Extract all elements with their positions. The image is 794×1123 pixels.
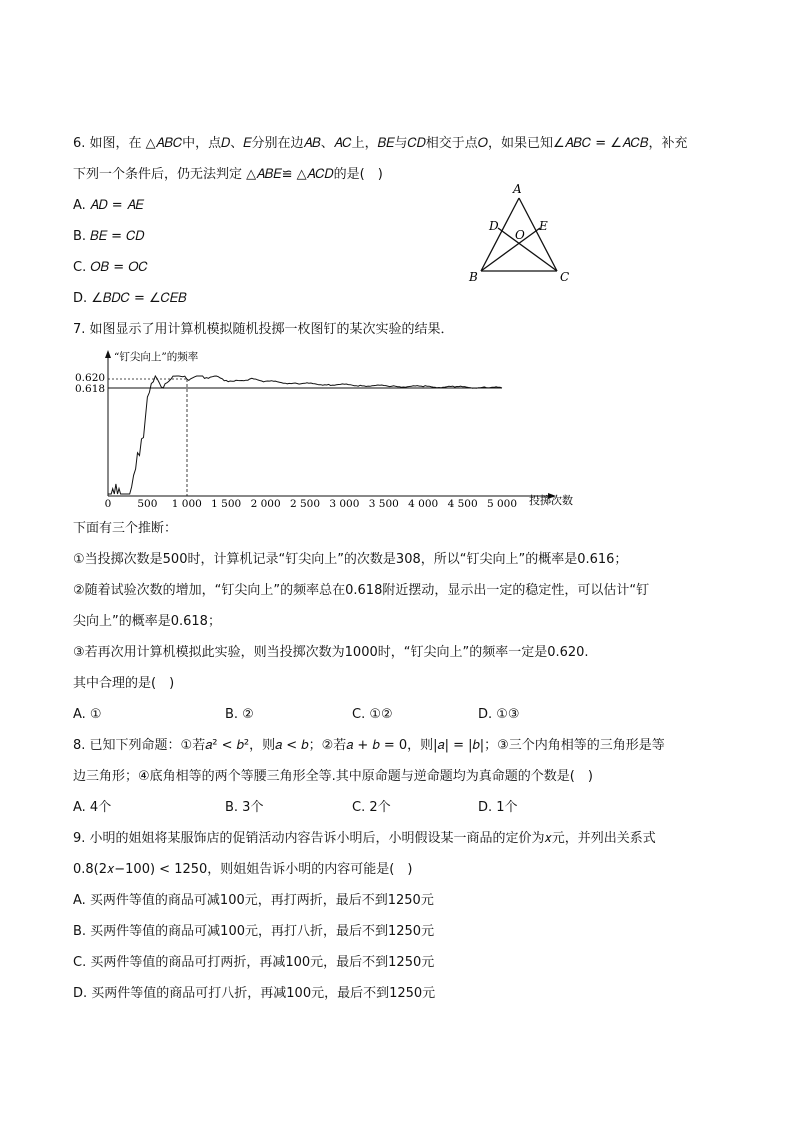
y-tick-0618: 0.618 <box>75 383 106 395</box>
q7-option-d: D. ①③ <box>478 707 520 722</box>
x-tick-label: 3 000 <box>329 498 360 510</box>
vertex-label-c: C <box>560 270 570 284</box>
vertex-label-o: O <box>515 228 525 242</box>
segment-cd <box>498 228 557 271</box>
q8-option-b: B. 3个 <box>225 800 264 815</box>
q7-stem: 7. 如图显示了用计算机模拟随机投掷一枚图钉的某次实验的结果． <box>73 322 454 337</box>
y-axis-arrow <box>105 350 111 358</box>
q7-intro: 下面有三个推断： <box>73 521 178 536</box>
q6-stem-line1: 6. 如图，在 △𝐴𝐵𝐶中，点𝐷、𝐸分别在边𝐴𝐵、𝐴𝐶上，𝐵𝐸与𝐶𝐷相交于点𝑂，如果已知∠𝐴𝐵𝐶 = ∠𝐴𝐶𝐵，补充 <box>73 136 688 151</box>
x-tick-label: 1 000 <box>171 498 202 510</box>
q8-option-a: A. 4个 <box>73 800 112 815</box>
x-tick-label: 2 500 <box>289 498 321 510</box>
q6-triangle-figure <box>460 180 580 290</box>
x-tick-label: 1 500 <box>211 498 242 510</box>
x-tick-label: 3 500 <box>368 498 399 510</box>
q7-option-b: B. ② <box>225 707 254 722</box>
x-axis-title: 投掷次数 <box>529 494 573 507</box>
side-ab <box>481 198 519 271</box>
q7-option-a: A. ① <box>73 707 102 722</box>
q6-option-b: B. 𝐵𝐸 = 𝐶𝐷 <box>73 229 145 244</box>
y-axis-title: “钉尖向上”的频率 <box>114 351 199 363</box>
q8-stem-line1: 8. 已知下列命题：①若𝑎² < 𝑏²，则𝑎 < 𝑏；②若𝑎 + 𝑏 = 0，则|𝑎| = |𝑏|；③三个内角相等的三角形是等 <box>73 738 665 753</box>
q7-frequency-chart <box>70 346 600 512</box>
q7-statement-2-line2: 尖向上”的概率是0.618； <box>73 614 221 629</box>
x-tick-label: 4 000 <box>408 498 439 510</box>
q9-option-b: B. 买两件等值的商品可减100元，再打八折，最后不到1250元 <box>73 924 435 939</box>
q7-question: 其中合理的是( ) <box>73 676 175 691</box>
y-tick-0620: 0.620 <box>75 372 106 384</box>
q7-statement-2-line1: ②随着试验次数的增加，“钉尖向上”的频率总在0.618附近摆动，显示出一定的稳定性，可以估计“钉 <box>73 583 650 598</box>
x-tick-label: 0 <box>104 498 112 510</box>
q6-stem-line2: 下列一个条件后，仍无法判定 △𝐴𝐵𝐸≌ △𝐴𝐶𝐷的是( ) <box>73 167 383 182</box>
x-tick-label: 500 <box>137 498 158 510</box>
q9-stem-line1: 9. 小明的姐姐将某服饰店的促销活动内容告诉小明后，小明假设某一商品的定价为𝑥元，并列出关系式 <box>73 831 656 846</box>
q9-option-d: D. 买两件等值的商品可打八折，再减100元，最后不到1250元 <box>73 986 436 1001</box>
vertex-label-e: E <box>539 219 548 233</box>
q7-option-c: C. ①② <box>352 707 393 722</box>
q8-stem-line2: 边三角形；④底角相等的两个等腰三角形全等.其中原命题与逆命题均为真命题的个数是( ) <box>73 769 593 784</box>
x-tick-label: 5 000 <box>486 498 518 510</box>
x-tick-label: 4 500 <box>447 498 478 510</box>
q6-option-a: A. 𝐴𝐷 = 𝐴𝐸 <box>73 198 144 213</box>
x-tick-label: 2 000 <box>250 498 281 510</box>
q8-option-d: D. 1个 <box>478 800 518 815</box>
q7-statement-1: ①当投掷次数是500时，计算机记录“钉尖向上”的次数是308，所以“钉尖向上”的概率是0.616； <box>73 552 628 567</box>
segment-be <box>481 228 540 271</box>
q6-option-d: D. ∠𝐵𝐷𝐶 = ∠𝐶𝐸𝐵 <box>73 291 187 306</box>
q9-option-c: C. 买两件等值的商品可打两折，再减100元，最后不到1250元 <box>73 955 435 970</box>
q8-option-c: C. 2个 <box>352 800 391 815</box>
vertex-label-d: D <box>489 219 499 233</box>
q6-option-c: C. 𝑂𝐵 = 𝑂𝐶 <box>73 260 148 275</box>
frequency-curve <box>108 376 502 494</box>
q7-statement-3: ③若再次用计算机模拟此实验，则当投掷次数为1000时，“钉尖向上”的频率一定是0.620. <box>73 645 589 660</box>
vertex-label-b: B <box>469 270 478 284</box>
q9-option-a: A. 买两件等值的商品可减100元，再打两折，最后不到1250元 <box>73 893 434 908</box>
vertex-label-a: A <box>513 182 522 196</box>
q9-stem-line2: 0.8(2𝑥−100) < 1250，则姐姐告诉小明的内容可能是( ) <box>73 862 413 877</box>
